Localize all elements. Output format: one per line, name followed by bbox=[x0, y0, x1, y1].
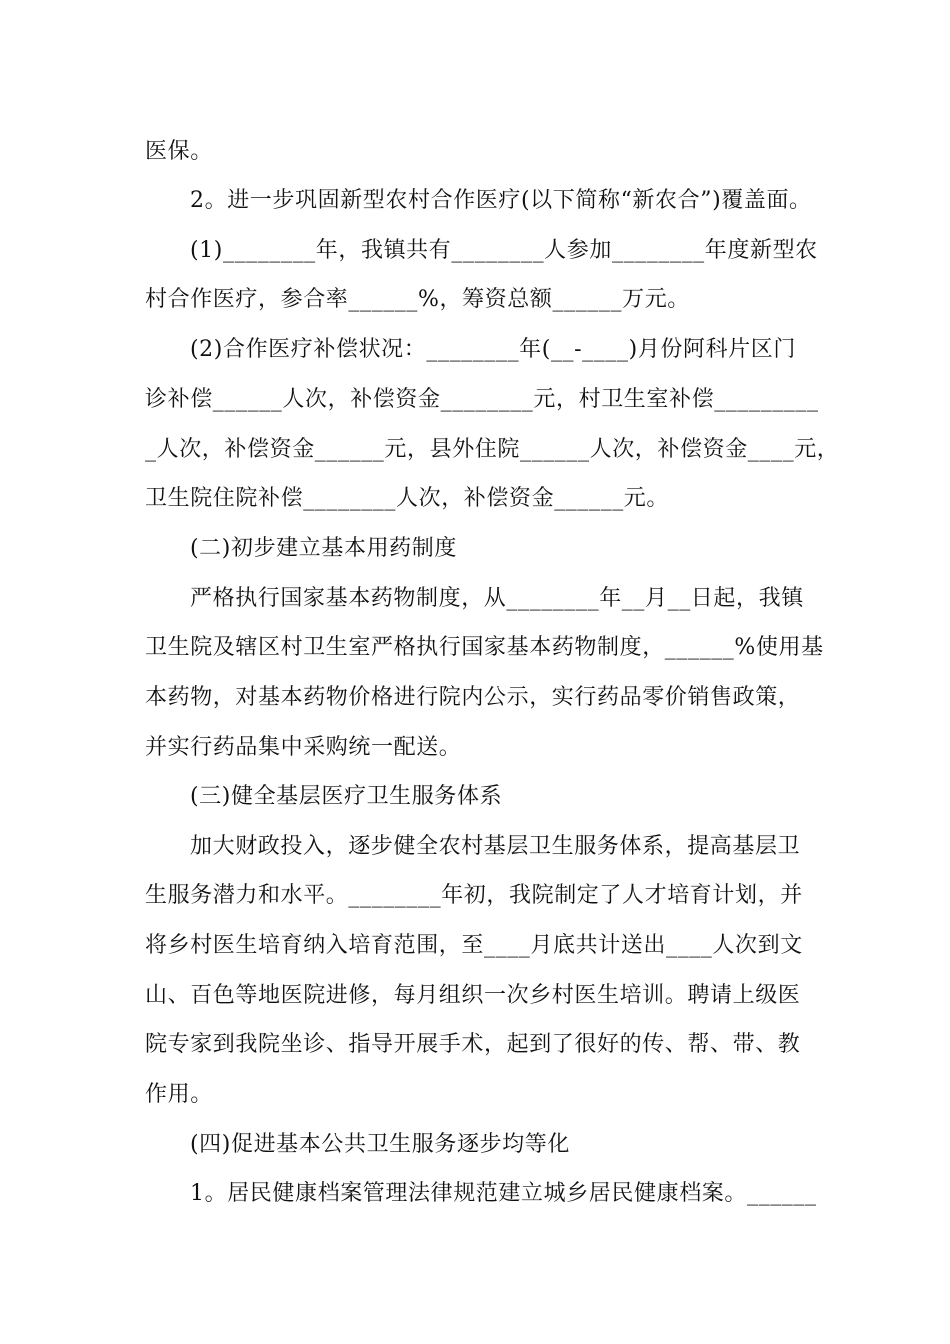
text-line: (2)合作医疗补偿状况：________年(__-____)月份阿科片区门 bbox=[190, 337, 796, 362]
text-line: 严格执行国家基本药物制度，从________年__月__日起，我镇 bbox=[190, 586, 804, 611]
text-line: 山、百色等地医院进修，每月组织一次乡村医生培训。聘请上级医 bbox=[145, 983, 801, 1008]
text-line: 诊补偿______人次，补偿资金________元，村卫生室补偿_________ bbox=[145, 387, 819, 412]
text-line: 2。进一步巩固新型农村合作医疗(以下简称“新农合”)覆盖面。 bbox=[190, 188, 812, 213]
section-heading: (三)健全基层医疗卫生服务体系 bbox=[190, 784, 503, 809]
text-line: 医保。 bbox=[145, 139, 213, 164]
text-line: 卫生院及辖区村卫生室严格执行国家基本药物制度，______%使用基 bbox=[145, 635, 824, 660]
text-line: 村合作医疗，参合率______%，筹资总额______万元。 bbox=[145, 287, 690, 312]
text-line: 作用。 bbox=[145, 1082, 213, 1107]
text-line: 本药物，对基本药物价格进行院内公示，实行药品零价销售政策， bbox=[145, 685, 801, 710]
text-line: 并实行药品集中采购统一配送。 bbox=[145, 735, 462, 760]
section-heading: (二)初步建立基本用药制度 bbox=[190, 536, 457, 561]
text-line: 将乡村医生培育纳入培育范围，至____月底共计送出____人次到文 bbox=[145, 933, 803, 958]
text-line: 院专家到我院坐诊、指导开展手术，起到了很好的传、帮、带、教 bbox=[145, 1032, 801, 1057]
text-line: (1)________年，我镇共有________人参加________年度新型农 bbox=[190, 238, 818, 263]
text-line: _人次，补偿资金______元，县外住院______人次，补偿资金____元， bbox=[145, 437, 840, 462]
text-line: 生服务潜力和水平。________年初，我院制定了人才培育计划，并 bbox=[145, 883, 803, 908]
text-line: 卫生院住院补偿________人次，补偿资金______元。 bbox=[145, 486, 670, 511]
text-line: 加大财政投入，逐步健全农村基层卫生服务体系，提高基层卫 bbox=[190, 834, 801, 859]
text-line: 1。居民健康档案管理法律规范建立城乡居民健康档案。______ bbox=[190, 1181, 817, 1206]
section-heading: (四)促进基本公共卫生服务逐步均等化 bbox=[190, 1132, 570, 1157]
